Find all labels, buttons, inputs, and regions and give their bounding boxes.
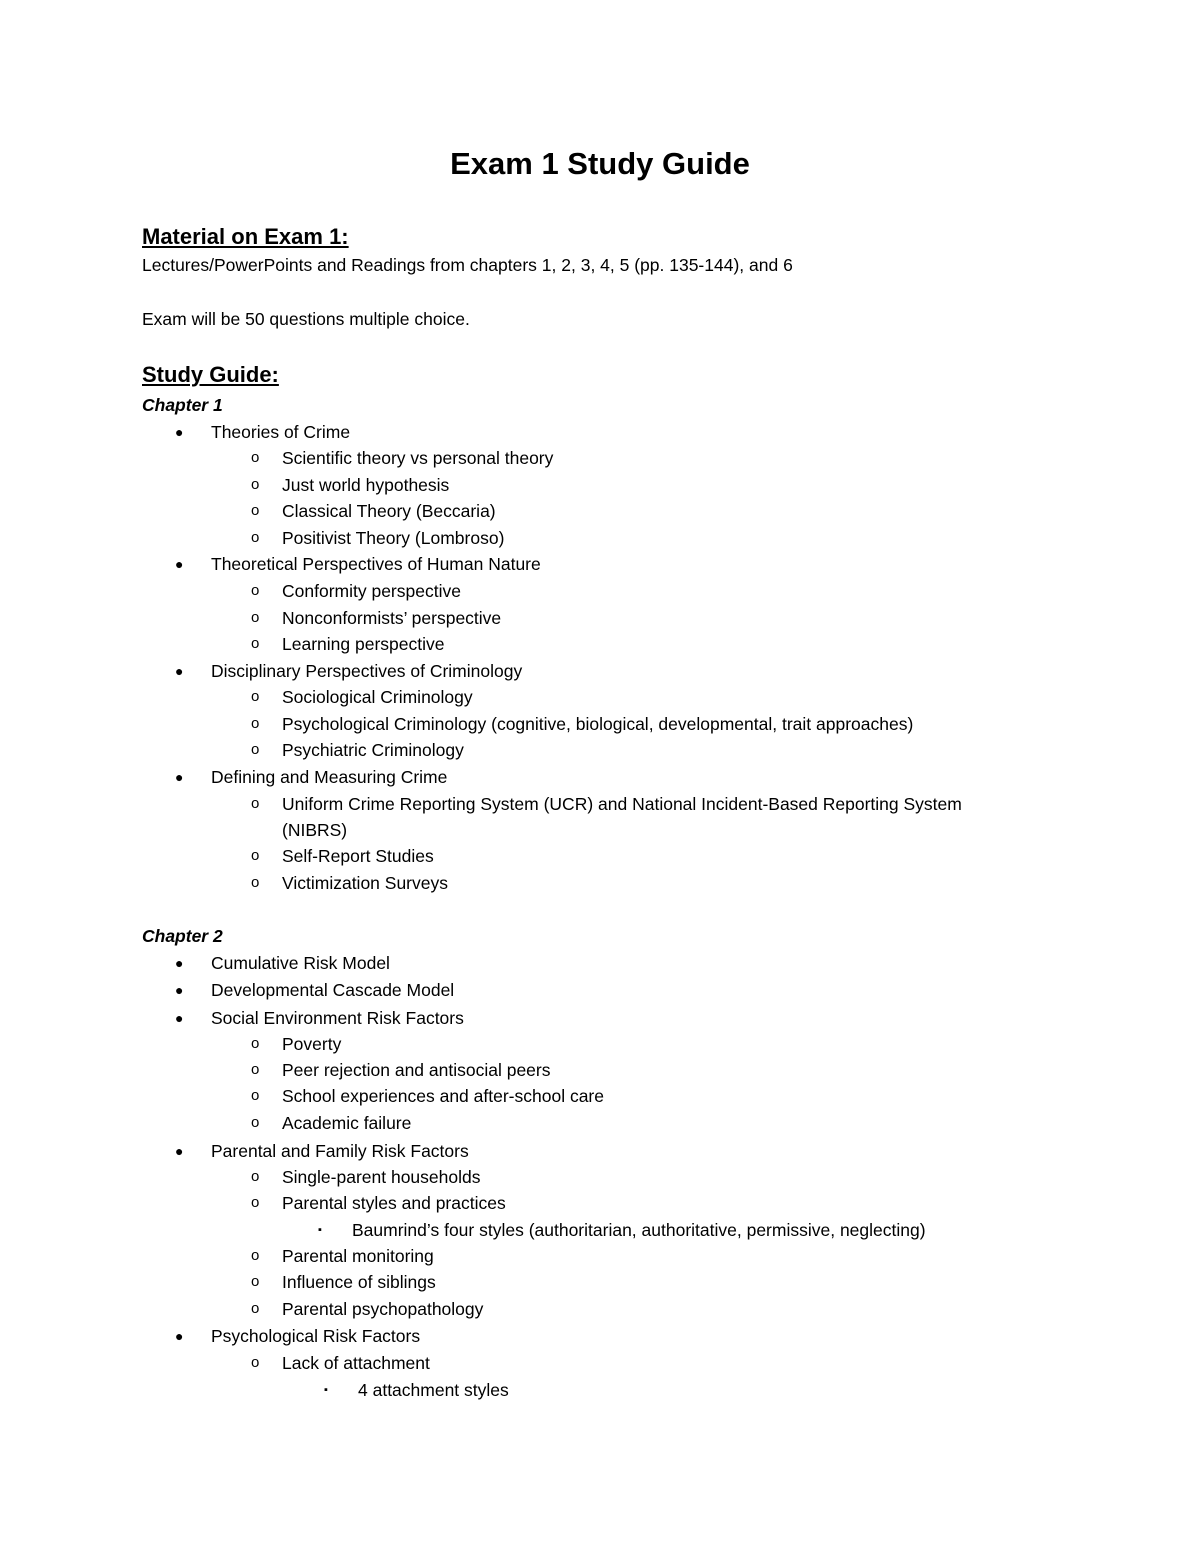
list-item: o Conformity perspective xyxy=(282,578,461,604)
list-item: o Victimization Surveys xyxy=(282,870,448,896)
square-marker: ▪ xyxy=(318,1224,322,1236)
list-item: o Learning perspective xyxy=(282,631,444,657)
bullet-marker: ● xyxy=(175,769,184,785)
circle-marker: o xyxy=(251,476,260,493)
list-item: o Positivist Theory (Lombroso) xyxy=(282,525,504,551)
material-text: Lectures/PowerPoints and Readings from chapters 1, 2, 3, 4, 5 (pp. 135-144), and 6 xyxy=(142,255,793,275)
list-item: o School experiences and after-school care xyxy=(282,1083,604,1109)
circle-marker: o xyxy=(251,609,260,626)
list-item: ● Social Environment Risk Factors xyxy=(211,1005,464,1031)
circle-marker: o xyxy=(251,1273,260,1290)
material-heading: Material on Exam 1: xyxy=(142,224,349,249)
circle-marker: o xyxy=(251,874,260,891)
list-item-continuation: (NIBRS) xyxy=(282,820,348,840)
circle-marker: o xyxy=(251,1087,260,1104)
circle-marker: o xyxy=(251,688,260,705)
list-item: o Academic failure xyxy=(282,1110,411,1136)
list-item: ● Disciplinary Perspectives of Criminology xyxy=(211,658,522,684)
list-item: o Uniform Crime Reporting System (UCR) and National Incident-Based Reporting System xyxy=(282,791,962,817)
list-item: ● Theoretical Perspectives of Human Nature xyxy=(211,551,541,577)
list-item: o Influence of siblings xyxy=(282,1269,436,1295)
list-item: ● Theories of Crime xyxy=(211,419,350,445)
list-item: o Psychiatric Criminology xyxy=(282,737,464,763)
list-item: o Lack of attachment xyxy=(282,1350,430,1376)
circle-marker: o xyxy=(251,635,260,652)
list-item: o Single-parent households xyxy=(282,1164,480,1190)
circle-marker: o xyxy=(251,502,260,519)
list-item: o Nonconformists’ perspective xyxy=(282,605,501,631)
page-title: Exam 1 Study Guide xyxy=(450,146,750,181)
list-item: ▪ 4 attachment styles xyxy=(358,1377,509,1403)
list-item: o Poverty xyxy=(282,1031,341,1057)
circle-marker: o xyxy=(251,1194,260,1211)
list-item: o Self-Report Studies xyxy=(282,843,434,869)
list-item: ▪ Baumrind’s four styles (authoritarian, authoritative, permissive, neglecting) xyxy=(352,1217,926,1243)
bullet-marker: ● xyxy=(175,982,184,998)
list-item: ● Cumulative Risk Model xyxy=(211,950,390,976)
list-item: o Parental monitoring xyxy=(282,1243,434,1269)
bullet-marker: ● xyxy=(175,663,184,679)
bullet-marker: ● xyxy=(175,556,184,572)
list-item: o Peer rejection and antisocial peers xyxy=(282,1057,551,1083)
circle-marker: o xyxy=(251,582,260,599)
chapter-2-label: Chapter 2 xyxy=(142,926,223,946)
bullet-marker: ● xyxy=(175,955,184,971)
list-item: o Parental psychopathology xyxy=(282,1296,483,1322)
circle-marker: o xyxy=(251,1168,260,1185)
list-item: ● Developmental Cascade Model xyxy=(211,977,454,1003)
exam-format-text: Exam will be 50 questions multiple choice. xyxy=(142,309,470,329)
circle-marker: o xyxy=(251,795,260,812)
circle-marker: o xyxy=(251,529,260,546)
circle-marker: o xyxy=(251,1061,260,1078)
bullet-marker: ● xyxy=(175,1010,184,1026)
circle-marker: o xyxy=(251,1300,260,1317)
list-item: o Sociological Criminology xyxy=(282,684,473,710)
list-item: o Just world hypothesis xyxy=(282,472,449,498)
circle-marker: o xyxy=(251,449,260,466)
list-item: o Classical Theory (Beccaria) xyxy=(282,498,496,524)
circle-marker: o xyxy=(251,1114,260,1131)
circle-marker: o xyxy=(251,715,260,732)
bullet-marker: ● xyxy=(175,424,184,440)
list-item: o Parental styles and practices xyxy=(282,1190,506,1216)
list-item: o Scientific theory vs personal theory xyxy=(282,445,553,471)
list-item: ● Parental and Family Risk Factors xyxy=(211,1138,469,1164)
bullet-marker: ● xyxy=(175,1143,184,1159)
bullet-marker: ● xyxy=(175,1328,184,1344)
circle-marker: o xyxy=(251,1354,260,1371)
list-item: ● Defining and Measuring Crime xyxy=(211,764,447,790)
study-guide-heading: Study Guide: xyxy=(142,362,279,387)
list-item: o Psychological Criminology (cognitive, biological, developmental, trait approaches) xyxy=(282,711,913,737)
chapter-1-label: Chapter 1 xyxy=(142,395,223,415)
square-marker: ▪ xyxy=(324,1384,328,1396)
circle-marker: o xyxy=(251,1035,260,1052)
circle-marker: o xyxy=(251,741,260,758)
circle-marker: o xyxy=(251,1247,260,1264)
circle-marker: o xyxy=(251,847,260,864)
list-item: ● Psychological Risk Factors xyxy=(211,1323,420,1349)
